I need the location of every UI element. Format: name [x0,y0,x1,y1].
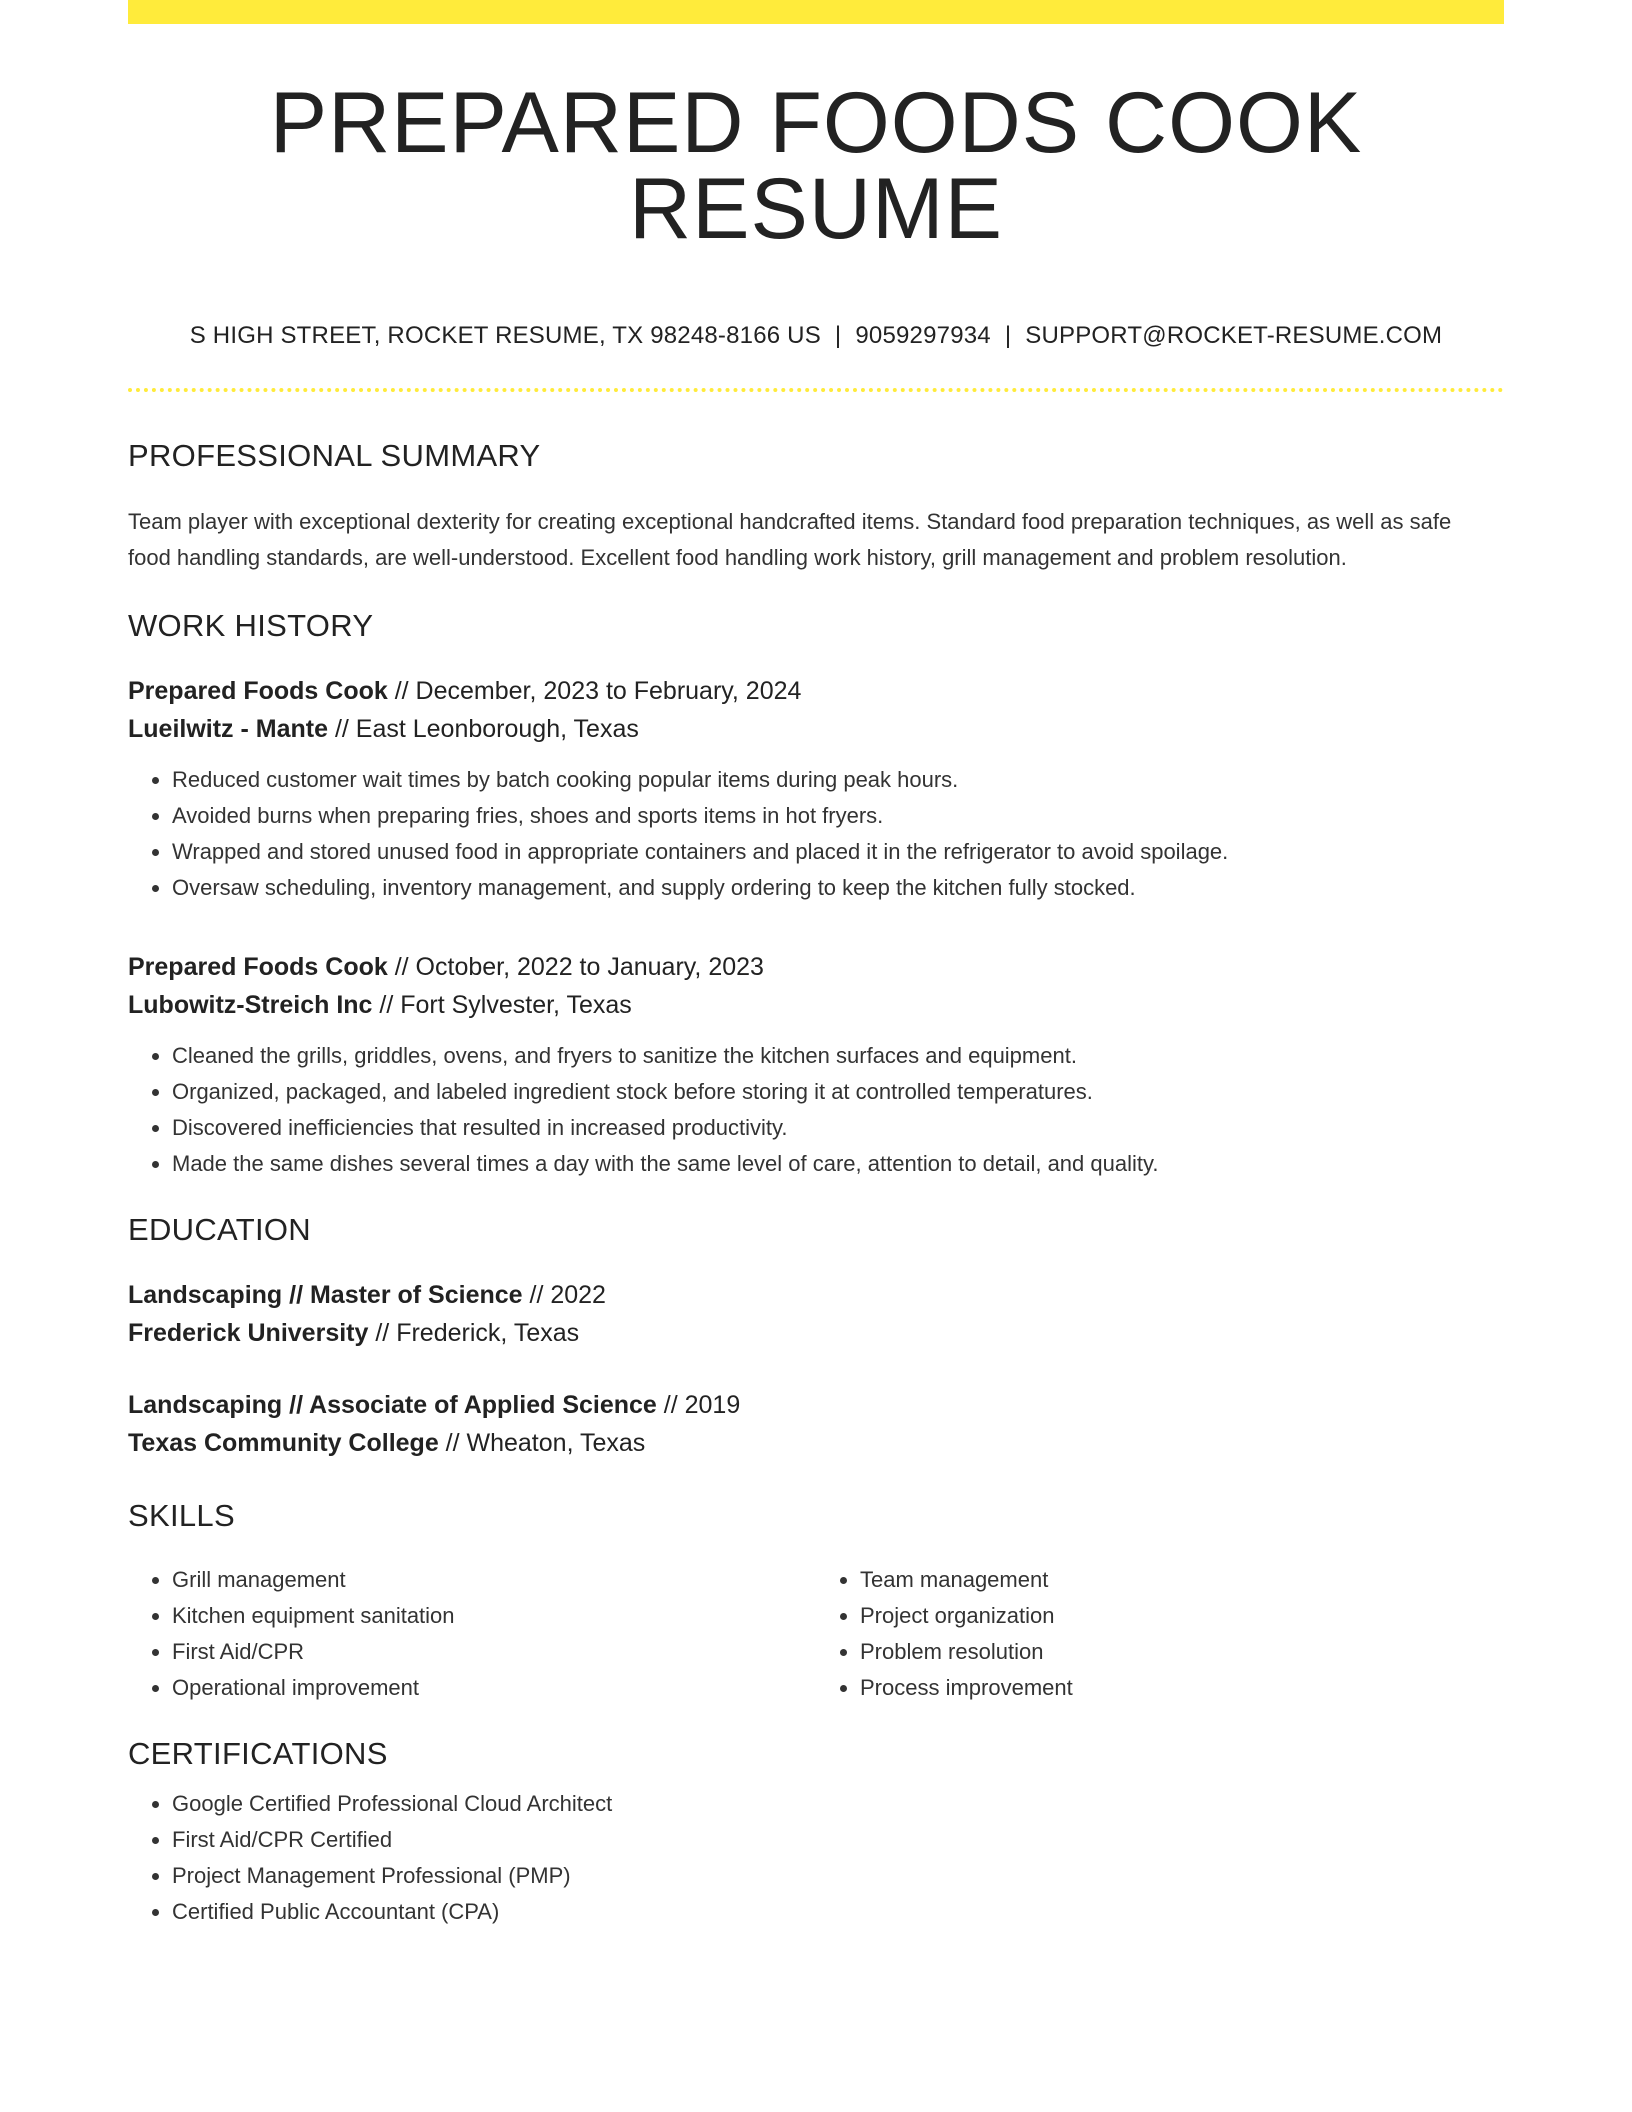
list-item: • Oversaw scheduling, inventory management, and supply ordering to keep the kitchen fully stocked. [172,870,1504,906]
contact-separator: | [834,322,842,349]
degree: Landscaping // Associate of Applied Science [128,1391,657,1419]
job-title-line [128,948,1504,986]
skills-section [128,1498,1504,1706]
degree-line [128,1386,1504,1424]
summary-section [128,438,1504,576]
summary-text: Team player with exceptional dexterity for creating exceptional handcrafted items. Standard food preparation techniques, as well as safe food handling standards, are well-understood. Excellent food handling work history, grill management and problem resolution. [128,509,1452,570]
education-entry [128,1276,1504,1352]
list-item: • Grill management [172,1562,816,1598]
certifications-list [128,1786,1504,1930]
list-item: • Cleaned the grills, griddles, ovens, and fryers to sanitize the kitchen surfaces and equipment. [172,1038,1504,1074]
contact-separator: | [1004,322,1012,349]
job-dates: // October, 2022 to January, 2023 [387,953,764,981]
list-item: • Kitchen equipment sanitation [172,1598,816,1634]
job-company-line [128,710,1504,748]
dotted-divider [128,388,1504,392]
skills-left-column [128,1562,816,1706]
list-item: • Wrapped and stored unused food in appropriate containers and placed it in the refrigerator to avoid spoilage. [172,834,1504,870]
job-location: // Fort Sylvester, Texas [372,991,632,1019]
contact-email[interactable]: SUPPORT@ROCKET-RESUME.COM [1025,322,1443,349]
degree-line [128,1276,1504,1314]
list-item: • Operational improvement [172,1670,816,1706]
page-title: PREPARED FOODS COOK RESUME [269,75,1363,257]
certifications-section [128,1736,1504,1930]
work-history-heading: WORK HISTORY [128,608,374,643]
school-line [128,1424,1504,1462]
list-item: • Problem resolution [860,1634,1504,1670]
job-entry [128,948,1504,1182]
job-location: // East Leonborough, Texas [328,715,639,743]
work-history-section [128,608,1504,1182]
contact-address: S HIGH STREET, ROCKET RESUME, TX 98248-8166 US [189,322,821,349]
list-item: • Made the same dishes several times a day with the same level of care, attention to detail, and quality. [172,1146,1504,1182]
school-location: // Wheaton, Texas [438,1429,646,1457]
job-title: Prepared Foods Cook [128,953,388,981]
list-item: • Avoided burns when preparing fries, shoes and sports items in hot fryers. [172,798,1504,834]
job-entry [128,672,1504,906]
list-item: • Certified Public Accountant (CPA) [172,1894,1504,1930]
list-item: • Reduced customer wait times by batch cooking popular items during peak hours. [172,762,1504,798]
skills-grid [128,1548,1504,1706]
skills-heading: SKILLS [128,1498,235,1533]
list-item: • Organized, packaged, and labeled ingredient stock before storing it at controlled temperatures. [172,1074,1504,1110]
education-entry [128,1386,1504,1462]
list-item: • Project Management Professional (PMP) [172,1858,1504,1894]
degree-year: // 2022 [522,1281,606,1309]
contact-phone[interactable]: 9059297934 [855,322,991,349]
school-location: // Frederick, Texas [368,1319,580,1347]
school: Texas Community College [128,1429,439,1457]
education-section [128,1212,1504,1462]
job-bullets [128,762,1504,906]
list-item: • Discovered inefficiencies that resulted in increased productivity. [172,1110,1504,1146]
skills-right-column [816,1562,1504,1706]
job-bullets [128,1038,1504,1182]
job-title-line [128,672,1504,710]
list-item: • Project organization [860,1598,1504,1634]
job-company: Lubowitz-Streich Inc [128,991,373,1019]
job-company: Lueilwitz - Mante [128,715,328,743]
list-item: • First Aid/CPR Certified [172,1822,1504,1858]
list-item: • Google Certified Professional Cloud Architect [172,1786,1504,1822]
job-dates: // December, 2023 to February, 2024 [387,677,802,705]
resume-page [128,0,1504,1930]
degree-year: // 2019 [656,1391,741,1419]
school-line [128,1314,1504,1352]
top-accent-bar [128,0,1504,24]
list-item: • Team management [860,1562,1504,1598]
contact-line [128,322,1504,350]
certifications-heading: CERTIFICATIONS [128,1736,388,1771]
job-title: Prepared Foods Cook [128,677,388,705]
degree: Landscaping // Master of Science [128,1281,523,1309]
school: Frederick University [128,1319,369,1347]
summary-heading: PROFESSIONAL SUMMARY [128,438,541,473]
job-company-line [128,986,1504,1024]
education-heading: EDUCATION [128,1212,311,1247]
list-item: • Process improvement [860,1670,1504,1706]
list-item: • First Aid/CPR [172,1634,816,1670]
